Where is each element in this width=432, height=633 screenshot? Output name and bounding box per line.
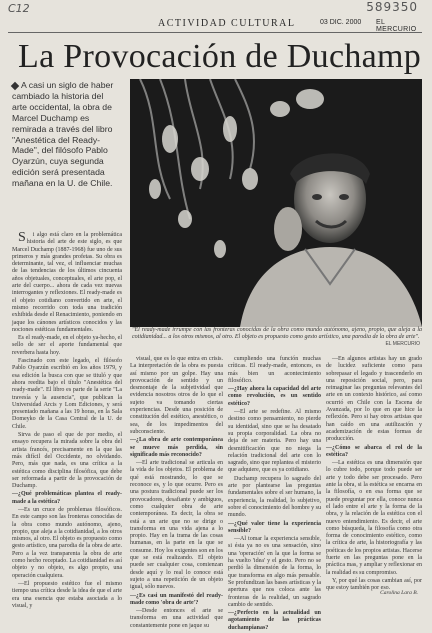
paragraph: —Al tomar la experiencia sensible, si ésta ya no es una sensación, sino una 'operación' en la que la forma se ha vuelto 'idea' y el gesto. Pero no se perdió la dimensión de la forma, lo que transforma en algo más pensable. Se profundizan las bases artísticas y la apertura que nos coloca ante las fronteras de la realidad, un sagrado cambio de sentido. xyxy=(228,536,321,608)
lead-text: A casi un siglo de haber cambiado la historia del arte occidental, la obra de Marcel Duchamp es remirada a través del libro "Anestética del Ready-Made", del filósofo Pablo Oyarzún, cuya segunda edición será presentada mañana en la U. de Chile. xyxy=(12,80,114,189)
article-column-1 xyxy=(12,232,122,611)
photo-credit: EL MERCURIO xyxy=(385,341,420,347)
interview-question: —¿Cómo se abarca el rol de la estética? xyxy=(326,444,422,458)
paragraph: Es el ready-made, en el objeto ya-hecho, el sello de ser el aporte fundamental que reverbera hasta hoy. xyxy=(12,335,122,356)
photo-illustration xyxy=(130,79,422,327)
article-photo xyxy=(130,79,422,327)
interview-question: —¿Es casi un manifestó del ready-made como 'obra de arte'? xyxy=(130,592,223,606)
newspaper-name: EL MERCURIO xyxy=(376,19,417,33)
paragraph: Fascinado con este legado, el filósofo Pablo Oyarzún escribió en los años 1979, y esa edición la busca con que se tituló y que ahora reedita bajo el título "Anestética del ready-made". El libro es parte de la serie "La travesía y la ausencia", que publican la Universidad Arcis y Lom Ediciones, y será presentado mañana a las 19 horas, en la Sala Domeyko de la Casa Central de la U. de Chile. xyxy=(12,358,122,430)
paragraph: —Es un cruce de problemas filosóficos. En este campo son las fronteras conocidas de la obra como mundo autónomo, ajeno, propio, que aleja a la cotidianidad, a los otros mismos, al otro. El objeto es propuesto como gesto artístico, una parodia de la obra de arte. Pero a la vez transparenta la obra de arte como hecho receptado. La cotidianidad es así objeto y no objeto, es algo propio, una operación cualquiera. xyxy=(12,506,122,579)
paragraph: —La estética es una dimensión que lo cubre todo, porque todo puede ser arte y todo debe ser procesado. Pero ante la obra, si la estética se encarna en la filosofía, o en esa forma que se puede preguntar por ella, conoce nunca el lado entre el arte y la forma de la obra, y la relación de la estética con el nuevo entendimiento. Es decir, el arte como búsqueda, la filosofía como otra forma de conocimiento estético, como la crítica de arte, la historiografía y las poéticas de los propios artistas. Hacerse fuerte en las preguntas pone en la práctica mas, y ampliar y reflexionar en la realidad es su compromiso. xyxy=(326,460,422,576)
article-column-3 xyxy=(228,356,321,633)
interview-question: —¿Qué valor tiene la experiencia sensible? xyxy=(228,520,321,534)
paragraph: —El arte se redefine. Al mismo destino como pensamiento, no pierde su identidad, sino que se ha desatado su propia corporalidad. La obra no deja de ser materia. Pero hay una desmitificación que no niega la relación tradicional del arte con lo sagrado, sino que replantea el misterio que adquiere, que es ya cotidiano. xyxy=(228,409,321,474)
paragraph: Sirva de paso el que de por medio, el ensayo recupera la mirada sobre la obra del artista francés, precisamente en la que las más difícil del Occidente, no olvidando. Pero, más que nada, es una crítica a la estética como disciplina filosófica, que debe ser reformada a partir de la provocación de Duchamp. xyxy=(12,432,122,490)
article-column-2 xyxy=(130,356,223,631)
handwritten-note-left: C12 xyxy=(8,2,30,15)
paragraph: —El arte tradicional se articula en la vida de los objetos. El problema de qué está mostrando, lo que se reconoce es, y lo que ocurre. Pero es una postura tradicional puede ser los provocadores, desafiante y ambiguos, como cualquier obra de arte contemporánea. Es decir, la obra se está a un arte que no se dirige o transforma en una vida ajena a lo propio. Hay en la trama de las cosas humanas, en la parte en la que se consume. Hoy los exigentes son en los que se está realizando. El objeto puede ser cualquier cosa, comienzan desde aquí y lo real lo conoce está sujeto a una repetición de un objeto igual, sólo nuevos. xyxy=(130,460,223,591)
interview-question: —¿Hay ahora la capacidad del arte como revolución, es un sentido estético? xyxy=(228,386,321,407)
page-header xyxy=(8,14,422,34)
photo-caption: "El ready-made irrumpe con las fronteras conocidas de la obra como mundo autónomo, ajeno, propio, que aleja a la cotidianidad... a los otros mismos, al otro. El objeto es propuesto como gesto artístico, una parodia de la obra de arte". xyxy=(132,327,422,341)
handwritten-note-right: 589350 xyxy=(366,0,418,14)
interview-question: —¿La obra de arte contemporánea se mueve más perdida, sin significado más reconocido? xyxy=(130,437,223,458)
paragraph: —El propuesto estético fue el mismo tiempo una crítica desde la idea de que el arte era una esencia que estaba asociada a lo visual, y xyxy=(12,580,122,609)
paragraph: —Desde entonces el arte se transforma en una actividad que constantemente pone en jaque su xyxy=(130,608,223,629)
paragraph: —En algunos artistas hay un grado de lucidez suficiente como para sobrepasar el legado y trascenderlo en una reposición social, pero, para reimaginar las preguntas relevantes del arte en un contexto histórico, así como ocurrió en Chile con la Escena de Avanzada, por lo que en que hice la reflexión. Pero si hay otros artistas que han caído en una autilización y academización de estas formas de producción. xyxy=(326,356,422,443)
bullet-icon xyxy=(11,81,19,89)
interview-question: —¿Perfecto en la actualidad un agotamiento de las prácticas duchampianas? xyxy=(228,610,321,631)
interview-question: —¿Qué problemáticas plantea el ready-made a la estética? xyxy=(12,491,122,505)
article-column-4 xyxy=(326,356,422,594)
author-byline: Carolina Lara B. xyxy=(380,590,418,596)
header-divider xyxy=(8,32,422,33)
section-title: ACTIVIDAD CULTURAL xyxy=(158,18,296,29)
paragraph: Y, por qué las cosas cambian así, por que estoy también por eso. xyxy=(326,577,422,592)
paragraph: Duchamp recupera lo sagrado del arte por plantearse las preguntas fundamentales sobre el ser humano, la experiencia, la realidad, lo subjetivo, sobre el conocimiento del hombre y su mundo. xyxy=(228,475,321,519)
paragraph: Si algo está claro en la problemática historia del arte de este siglo, es que Marcel Duchamp (1887-1968) fue uno de sus primeros y más grandes profetas. Su obra es determinante, tal vez, el influenciar muchas de las tendencias de los últimos cincuenta años objetuales, conceptuales, el arte pop, el arte del cuerpo... ahora de cada vez nuevas interrogantes y reflexiones. El ready-made es el objeto cotidiano convertido en arte, el mismo recorrido con toda una tradición exhibida desde el Renacimiento, poniendo en jaque los cánones artísticos conocidos y las nociones estéticas fundamentales. xyxy=(12,230,122,333)
article-title: La Provocación de Duchamp xyxy=(18,38,422,75)
paragraph: visual, que es lo que entra en crisis. La interpretación de la obra es puesta así mismo por un golpe. Hay una provocación de sentido y un desmontaje de la subjetividad que evidencia nosotros otros de lo que el sujeto va tomando ciertas experiencias. Desde una posición de constitución del estético, anestético, o sea, de los impedimentos del subconsciente. xyxy=(130,356,223,435)
paragraph: cumpliendo una función muchas críticas. El ready-made, entonces, es más bien un acontecimiento filosófico. xyxy=(228,356,321,384)
date-stamp: 03 DIC. 2000 xyxy=(320,19,362,26)
article-lead xyxy=(12,80,120,189)
